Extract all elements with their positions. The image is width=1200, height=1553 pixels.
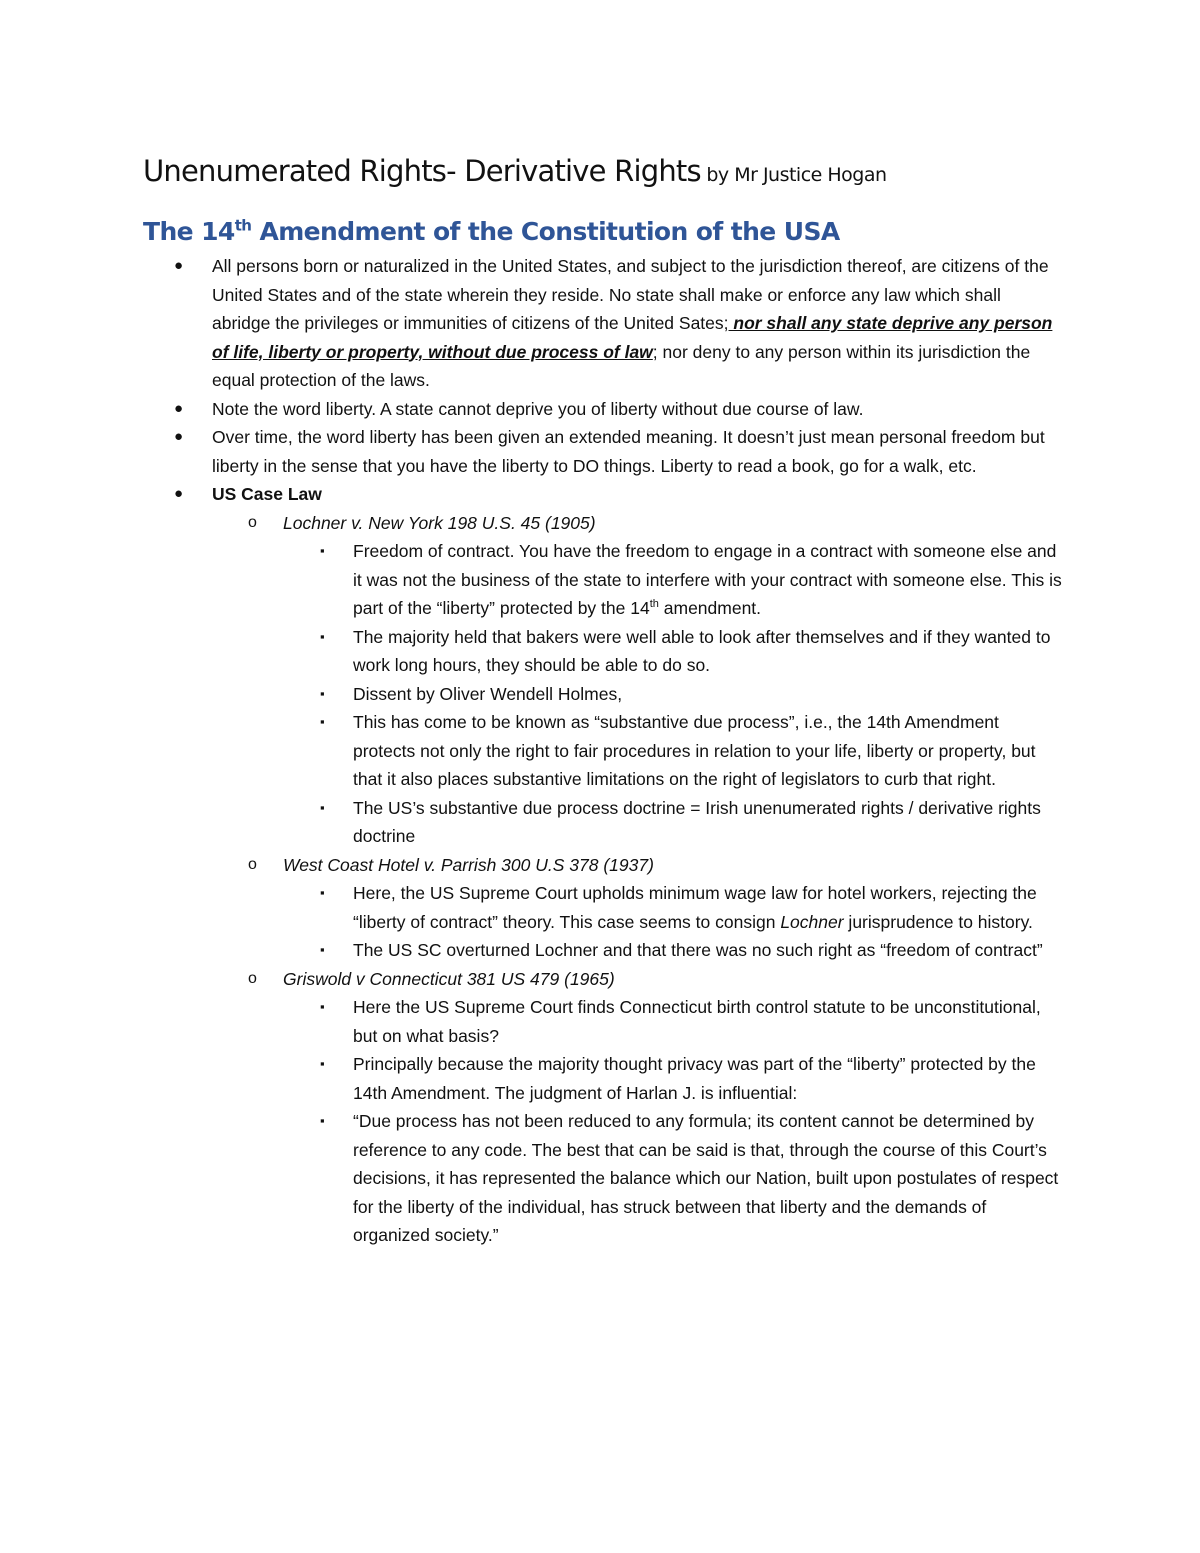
document-body [143,252,1063,1250]
point-text: The US’s substantive due process doctrine = Irish unenumerated rights / derivative rights doctrine [353,797,1041,846]
point-text-end: amendment. [658,598,762,618]
square-marker: ▪ [320,685,325,701]
case-list [212,509,1063,1250]
heading-pre: The 14 [143,217,235,246]
list-item [143,480,1063,1250]
case-points [283,537,1063,851]
point-text: The majority held that bakers were well able to look after themselves and if they wanted to work long hours, they should be able to do so. [353,626,1051,675]
case-point [143,537,1063,623]
square-marker: ▪ [320,942,325,957]
point-italic: Lochner [780,911,844,932]
square-marker: ▪ [320,1113,325,1128]
square-marker: ▪ [320,543,325,558]
amendment-text: All persons born or naturalized in the United States, and subject to the jurisdiction thereof, are citizens of the United States and of the state wherein they reside. No state shall make or enforce any law which shall abridge the privileges or immunities of citizens of the United Sates; [212,256,1049,333]
title-byline: by Mr Justice Hogan [700,164,887,186]
case-points [283,879,1063,965]
title-main: Unenumerated Rights- Derivative Rights [143,154,701,188]
case-point [143,993,1063,1050]
heading-sup: th [234,216,252,235]
circle-marker: o [248,855,257,873]
circle-marker: o [248,969,257,987]
point-text: Freedom of contract. You have the freedom to engage in a contract with someone else and it was not the business of the state to interfere with your contract with someone else. This is part of the “liberty” protected by the 14 [353,541,1062,618]
square-marker: ▪ [320,1056,325,1071]
point-text: “Due process has not been reduced to any formula; its content cannot be determined by reference to any code. The best that can be said is that, through the course of this Court’s decisions, it has represented the balance which our Nation, built upon postulates of respect for the liberty of the individual, has struck between that liberty and the demands of organized society.” [353,1111,1059,1245]
case-name-lochner: Lochner v. New York 198 U.S. 45 (1905) [283,512,596,533]
liberty-extended: Over time, the word liberty has been given an extended meaning. It doesn’t just mean personal freedom but liberty in the sense that you have the liberty to DO things. Liberty to read a book, go for a walk, etc. [212,427,1045,476]
point-text: Principally because the majority thought privacy was part of the “liberty” protected by the 14th Amendment. The judgment of Harlan J. is influential: [353,1054,1036,1103]
point-text: The US SC overturned Lochner and that there was no such right as “freedom of contract” [353,940,1043,960]
point-sup: th [649,598,659,611]
bullet-list [143,252,1063,1250]
square-marker: ▪ [320,885,325,900]
case-name-westcoast: West Coast Hotel v. Parrish 300 U.S 378 (1937) [283,854,654,875]
section-heading [143,212,1063,252]
case-name-griswold: Griswold v Connecticut 381 US 479 (1965) [283,968,615,989]
case-point [143,623,1063,680]
circle-marker: o [248,513,257,531]
case-point [143,680,1063,709]
point-text-end: jurisprudence to history. [843,911,1033,932]
due-process-emphasis: nor shall any state deprive any person of life, liberty or property, without due process of law [212,313,1053,362]
case-item [143,965,1063,1250]
case-item [143,509,1063,851]
list-item [143,252,1063,395]
amendment-text-end: ; nor deny to any person within its jurisdiction the equal protection of the laws. [212,341,1031,390]
document-page [143,148,1063,1250]
point-text: This has come to be known as “substantive due process”, i.e., the 14th Amendment protects not only the right to fair procedures in relation to your life, liberty or property, but that it also places substantive limitations on the right of legislators to curb that right. [353,712,1036,789]
case-point [143,879,1063,936]
list-item [143,395,1063,424]
square-marker: ▪ [320,714,325,729]
case-point [143,1107,1063,1250]
case-item [143,851,1063,965]
us-case-law-label: US Case Law [212,484,322,504]
point-text: Here the US Supreme Court finds Connecticut birth control statute to be unconstitutional, but on what basis? [353,997,1041,1046]
square-marker: ▪ [320,628,325,644]
heading-post: Amendment of the Constitution of the USA [251,217,840,246]
bullet-marker: ● [174,257,184,274]
case-points [283,993,1063,1250]
liberty-note: Note the word liberty. A state cannot deprive you of liberty without due course of law. [212,398,864,419]
point-text: Here, the US Supreme Court upholds minimum wage law for hotel workers, rejecting the “liberty of contract” theory. This case seems to consign [353,883,1037,932]
page-title [143,148,1063,198]
square-marker: ▪ [320,799,325,815]
bullet-marker: ● [174,399,184,417]
case-point [143,936,1063,965]
square-marker: ▪ [320,999,325,1014]
case-point [143,708,1063,794]
bullet-marker: ● [174,428,184,445]
list-item [143,423,1063,480]
bullet-marker: ● [174,485,184,502]
case-point [143,1050,1063,1107]
point-text: Dissent by Oliver Wendell Holmes, [353,683,623,704]
case-point [143,794,1063,851]
